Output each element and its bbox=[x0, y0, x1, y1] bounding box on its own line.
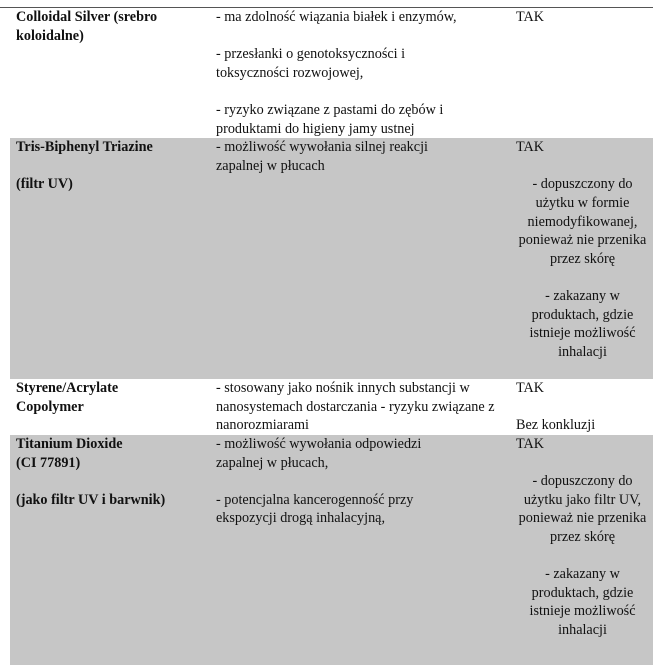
risk-item: - ma zdolność wiązania białek i enzymów, bbox=[216, 9, 457, 25]
risk-item: - ryzyko związane z pastami do zębów i produktami do higieny jamy ustnej bbox=[216, 101, 444, 137]
verdict-note: - dopuszczony do użytku w formie niemodyfikowanej, ponieważ nie przenika przez skórę bbox=[518, 176, 647, 267]
table-row bbox=[10, 138, 653, 379]
verdict-note: Bez konkluzji bbox=[516, 417, 596, 434]
verdict-cell bbox=[510, 435, 653, 665]
verdict-cell bbox=[510, 379, 653, 435]
ingredient-name: Titanium Dioxide (CI 77891) bbox=[16, 435, 123, 471]
ingredients-table bbox=[10, 8, 653, 665]
risk-cell bbox=[210, 138, 510, 379]
ingredient-name-cell bbox=[10, 379, 210, 435]
ingredient-note: (jako filtr UV i barwnik) bbox=[16, 491, 166, 508]
risk-item: - przesłanki o genotoksyczności i toksyczności rozwojowej, bbox=[216, 46, 406, 81]
verdict-label: TAK bbox=[516, 9, 545, 25]
table-row bbox=[10, 8, 653, 138]
verdict-label: TAK bbox=[516, 139, 545, 156]
verdict-note: - zakazany w produktach, gdzie istnieje możliwość inhalacji bbox=[529, 287, 636, 360]
ingredient-name: Colloidal Silver (srebro koloidalne) bbox=[16, 9, 158, 44]
risk-cell bbox=[210, 379, 510, 435]
table-row bbox=[10, 435, 653, 665]
verdict-note: - dopuszczony do użytku jako filtr UV, ponieważ nie przenika przez skórę bbox=[518, 473, 647, 545]
ingredient-name-cell bbox=[10, 435, 210, 665]
table-row bbox=[10, 379, 653, 435]
risk-item: - możliwość wywołania odpowiedzi zapalnej w płucach, bbox=[216, 435, 422, 471]
verdict-note: - zakazany w produktach, gdzie istnieje możliwość inhalacji bbox=[529, 566, 636, 638]
risk-cell bbox=[210, 8, 510, 138]
verdict-label: TAK bbox=[516, 380, 545, 397]
verdict-cell bbox=[510, 138, 653, 379]
ingredient-name-cell bbox=[10, 8, 210, 138]
ingredient-name: Tris-Biphenyl Triazine bbox=[16, 139, 153, 156]
verdict-cell bbox=[510, 8, 653, 138]
risk-item: - potencjalna kancerogenność przy ekspozycji drogą inhalacyjną, bbox=[216, 491, 414, 527]
ingredient-name-cell bbox=[10, 138, 210, 379]
risk-cell bbox=[210, 435, 510, 665]
risk-item: - stosowany jako nośnik innych substancji w nanosystemach dostarczania - ryzyku związane z nanorozmiarami bbox=[216, 380, 495, 434]
ingredient-note: (filtr UV) bbox=[16, 176, 73, 193]
ingredient-name: Styrene/Acrylate Copolymer bbox=[16, 380, 119, 415]
risk-item: - możliwość wywołania silnej reakcji zapalnej w płucach bbox=[216, 139, 428, 174]
verdict-label: TAK bbox=[516, 435, 545, 452]
